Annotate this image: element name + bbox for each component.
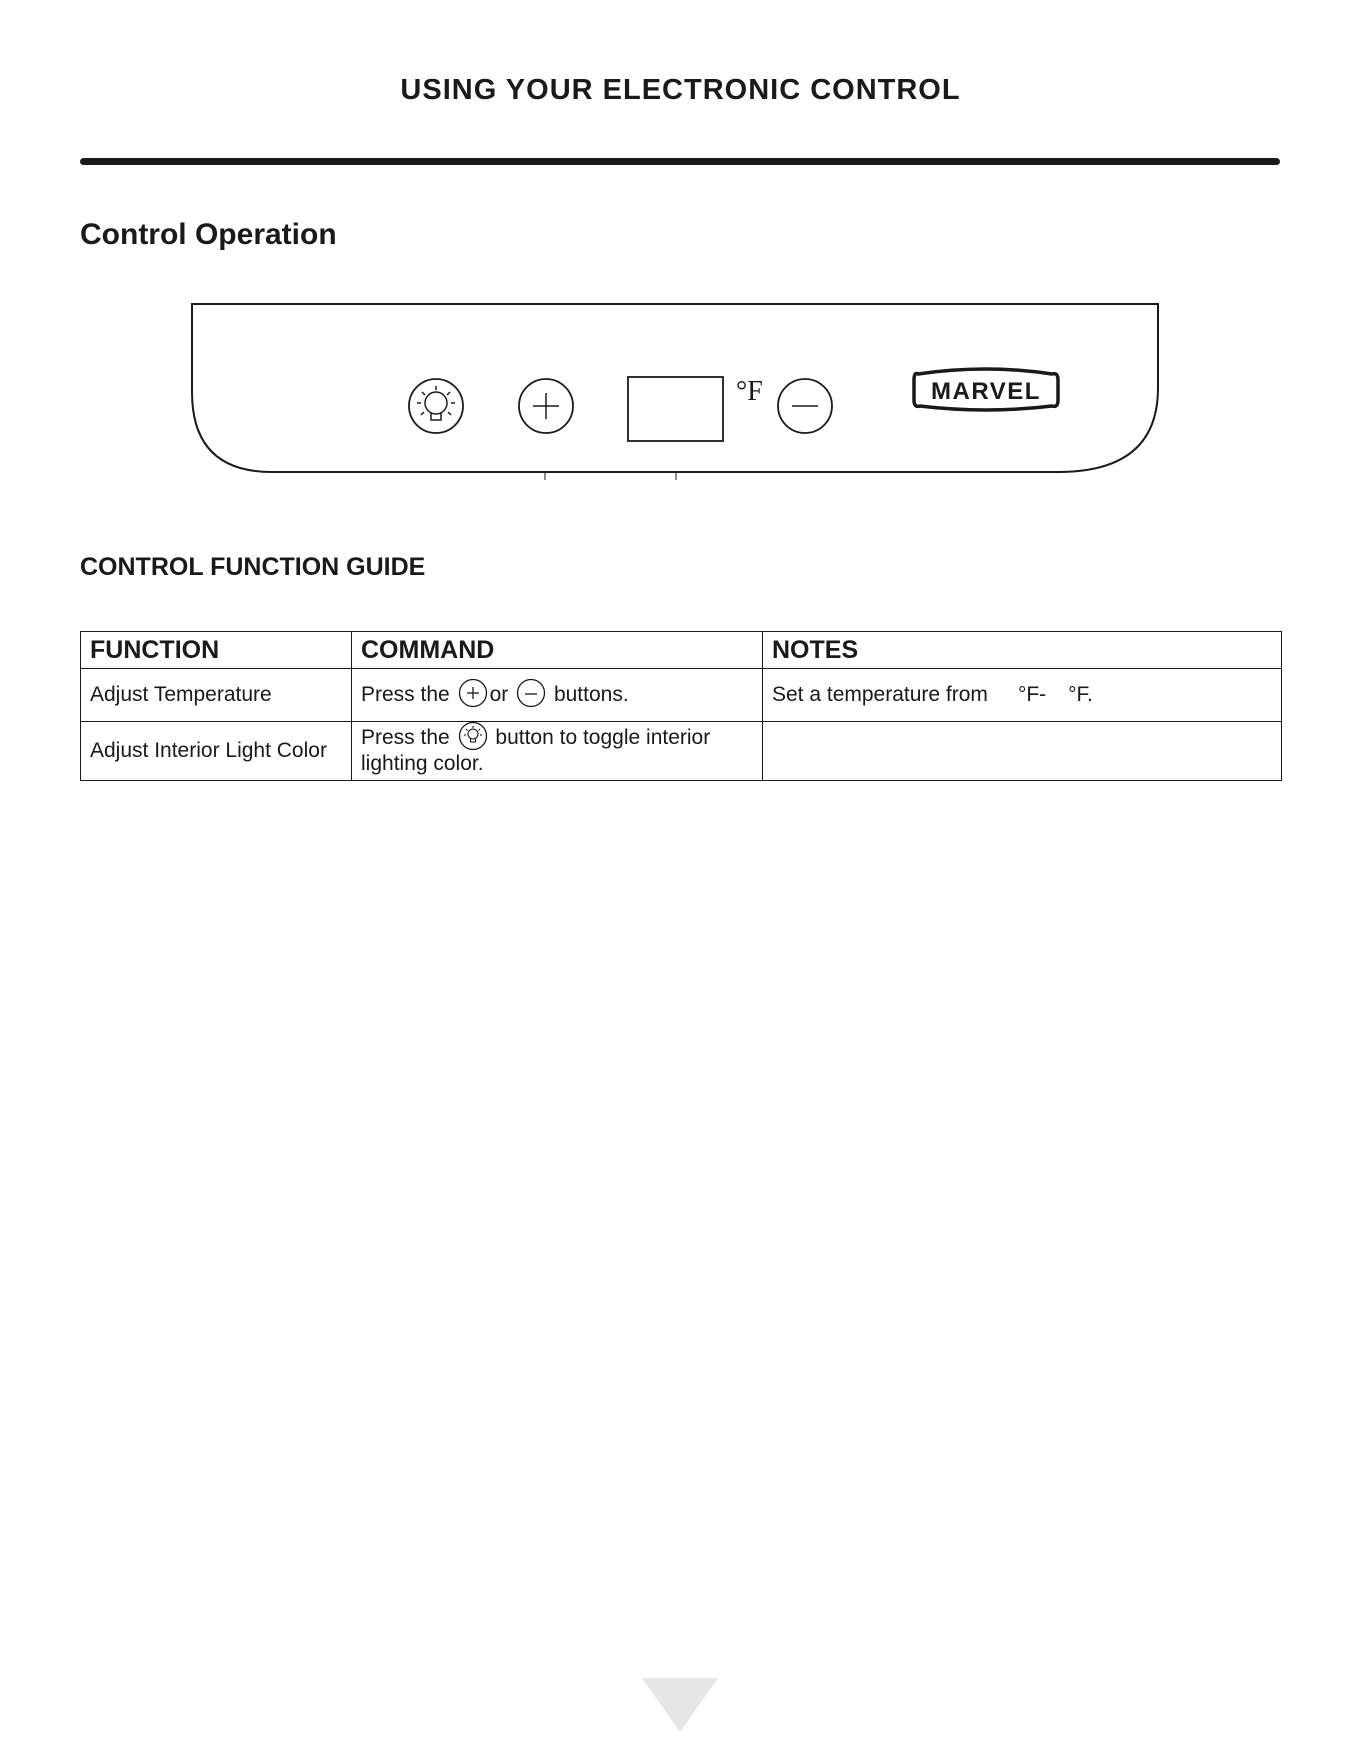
column-header: NOTES [763, 632, 1282, 669]
command-text: lighting color. [361, 752, 484, 776]
control-function-table [80, 631, 1282, 781]
unit-label: °F [736, 376, 763, 407]
plus-icon [519, 379, 573, 433]
temperature-display [628, 377, 723, 441]
page-title: USING YOUR ELECTRONIC CONTROL [400, 74, 961, 106]
function-cell: Adjust Temperature [81, 669, 352, 722]
triangle-marker-icon [642, 1678, 718, 1732]
command-text: or [489, 682, 509, 706]
minus-icon [778, 379, 832, 433]
light-bulb-icon [458, 721, 488, 751]
section-heading: Control Operation [80, 218, 337, 251]
table-row [81, 669, 1282, 722]
control-panel-diagram [190, 300, 1164, 484]
minus-icon [516, 678, 546, 708]
command-text: Press the [361, 725, 450, 749]
title-divider [80, 158, 1280, 165]
command-cell [352, 669, 763, 722]
command-text: Press the [361, 682, 450, 706]
notes-cell [763, 722, 1282, 781]
notes-cell: Set a temperature from °F- °F. [763, 669, 1282, 722]
command-text: buttons. [553, 682, 629, 706]
column-header: COMMAND [352, 632, 763, 669]
table-row [81, 722, 1282, 781]
svg-text:MARVEL: MARVEL [931, 378, 1041, 405]
guide-heading: CONTROL FUNCTION GUIDE [80, 553, 426, 581]
marvel-logo [914, 369, 1058, 410]
function-cell: Adjust Interior Light Color [81, 722, 352, 781]
table-header-row [81, 632, 1282, 669]
command-cell [352, 722, 763, 781]
command-text: button to toggle interior [495, 725, 711, 749]
plus-icon [458, 678, 488, 708]
column-header: FUNCTION [81, 632, 352, 669]
light-bulb-icon [409, 379, 463, 433]
